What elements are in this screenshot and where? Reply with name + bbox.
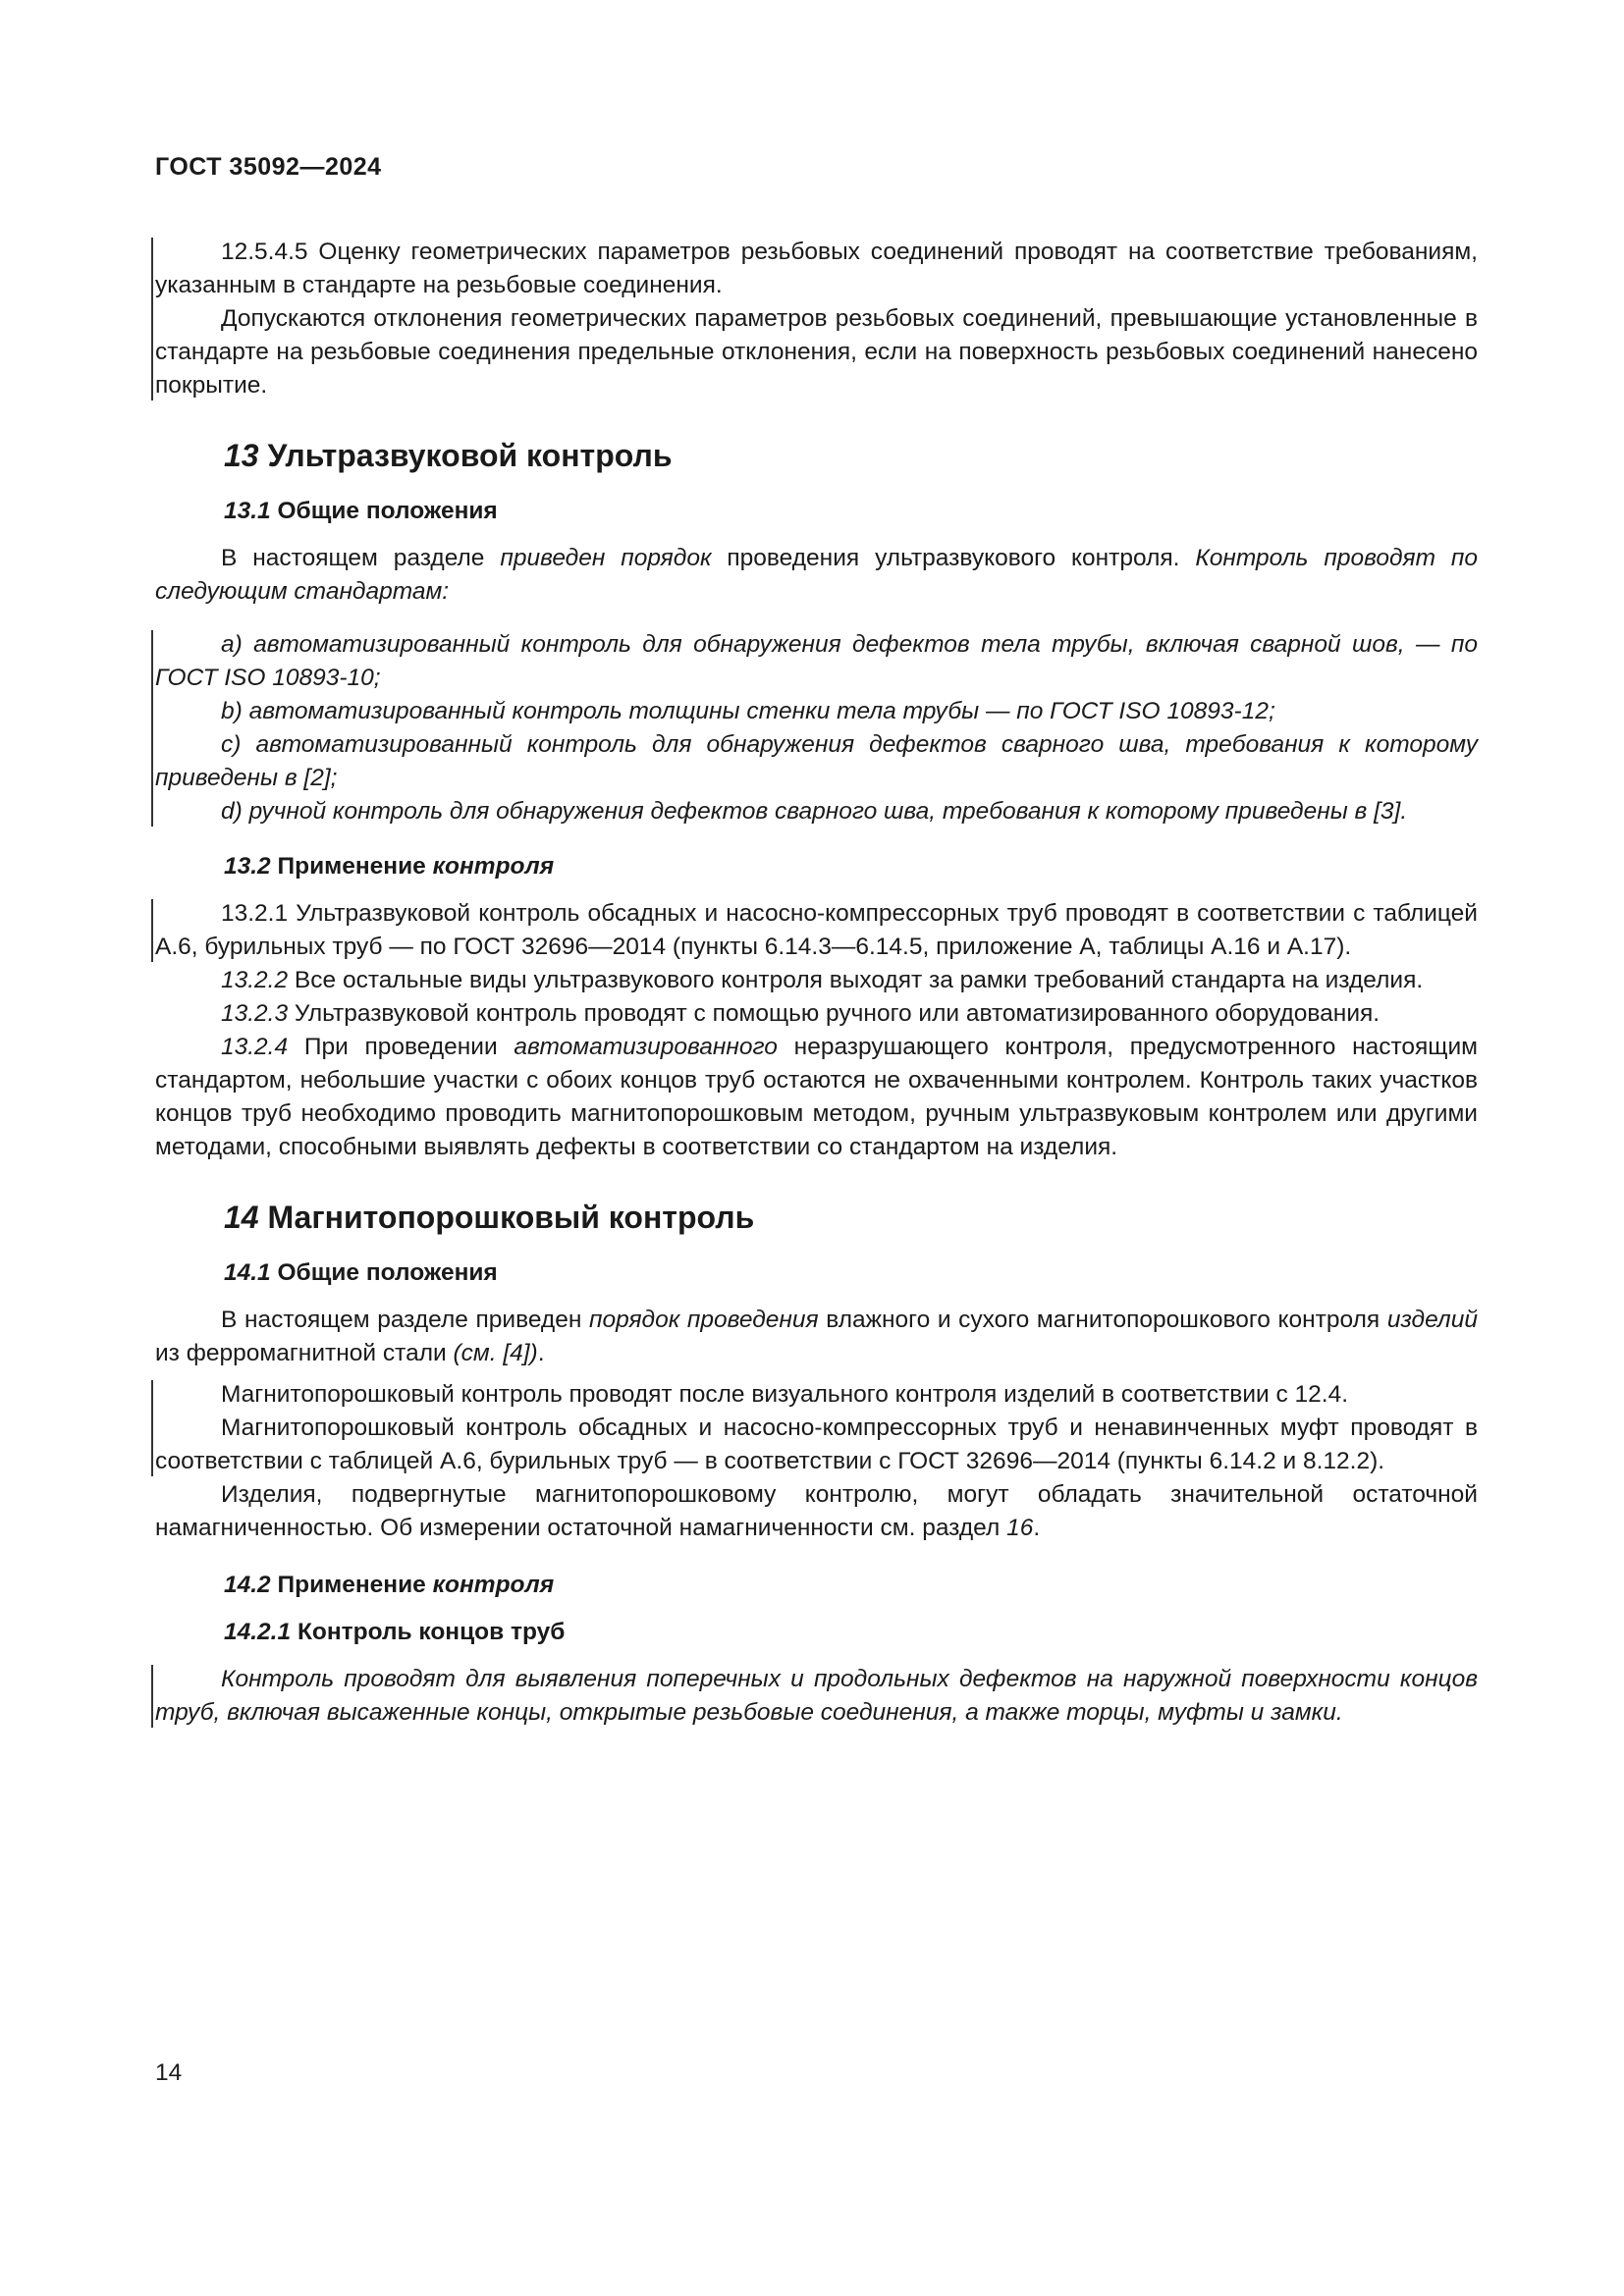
paragraph-13-1-intro: В настоящем разделе приведен порядок проведения ультразвукового контроля. Контроль проводят по следующим стандартам: xyxy=(155,545,1478,605)
revision-block-12545 xyxy=(155,236,1478,402)
section-number: 13 xyxy=(224,438,259,473)
paragraph-13-2-2: 13.2.2 Все остальные виды ультразвукового контроля выходят за рамки требований стандарта на изделия. xyxy=(221,967,1424,993)
list-item: b) автоматизированный контроль толщины стенки тела трубы — по ГОСТ ISO 10893-12; xyxy=(221,698,1275,724)
paragraph-deviations: Допускаются отклонения геометрических параметров резьбовых соединений, превышающие установленные в стандарте на резьбовые соединения предельные отклонения, если на поверхность резьбовых соединений нанесено покрытие. xyxy=(155,305,1478,399)
list-item: c) автоматизированный контроль для обнаружения дефектов сварного шва, требования к которому приведены в [2]; xyxy=(155,731,1478,791)
paragraph-casing-tubing: Магнитопорошковый контроль обсадных и насосно-компрессорных труб и ненавинченных муфт проводят в соответствии с таблицей А.6, бурильных труб — в соответствии с ГОСТ 32696—2014 (пункты 6.14.2 и 8.12.2). xyxy=(155,1415,1478,1474)
subsection-13-1-heading xyxy=(224,495,1478,528)
list-item: a) автоматизированный контроль для обнаружения дефектов тела трубы, включая сварной шов, — по ГОСТ ISO 10893-10; xyxy=(155,631,1478,691)
list-item: d) ручной контроль для обнаружения дефектов сварного шва, требования к которому приведены в [3]. xyxy=(221,798,1408,825)
subsection-14-2-1-heading: 14.2.1 Контроль концов труб xyxy=(224,1619,566,1645)
paragraph-residual-magnetization: Изделия, подвергнутые магнитопорошковому контролю, могут обладать значительной остаточной намагниченностью. Об измерении остаточной намагниченности см. раздел 16. xyxy=(155,1481,1478,1541)
document-header: ГОСТ 35092—2024 xyxy=(155,153,382,181)
revision-block-14-2-1 xyxy=(155,1663,1478,1730)
revision-block-13-2-1 xyxy=(155,897,1478,964)
subsection-13-2-heading: 13.2 Применение контроля xyxy=(224,853,555,880)
paragraph-after-visual: Магнитопорошковый контроль проводят после визуального контроля изделий в соответствии с 12.4. xyxy=(221,1381,1349,1408)
subsection-title: Общие положения xyxy=(277,498,498,524)
section-14-heading: 14 Магнитопорошковый контроль xyxy=(224,1200,755,1235)
subsection-14-2-heading: 14.2 Применение контроля xyxy=(224,1572,555,1598)
paragraph-13-2-4: 13.2.4 При проведении автоматизированного неразрушающего контроля, предусмотренного настоящим стандартом, небольшие участки с обоих концов труб остаются не охваченными контролем. Контроль таких участков концов труб необходимо проводить магнитопорошковым методом, ручным ультразвуковым контролем или другими методами, способными выявлять дефекты в соответствии со стандартом на изделия. xyxy=(155,1034,1478,1160)
subsection-14-1-heading: 14.1 Общие положения xyxy=(224,1259,498,1286)
section-13-heading xyxy=(224,436,1478,475)
paragraph-13-2-1: 13.2.1 Ультразвуковой контроль обсадных и насосно-компрессорных труб проводят в соответствии с таблицей А.6, бурильных труб — по ГОСТ 32696—2014 (пункты 6.14.3—6.14.5, приложение А, таблицы А.16 и А.17). xyxy=(155,900,1478,960)
revision-block-14-1 xyxy=(155,1378,1478,1478)
subsection-number: 13.1 xyxy=(224,498,271,524)
paragraph-14-2-1: Контроль проводят для выявления поперечных и продольных дефектов на наружной поверхности концов труб, включая высаженные концы, открытые резьбовые соединения, а также торцы, муфты и замки. xyxy=(155,1666,1478,1726)
paragraph-12-5-4-5: 12.5.4.5 Оценку геометрических параметров резьбовых соединений проводят на соответствие требованиям, указанным в стандарте на резьбовые соединения. xyxy=(155,239,1478,298)
page-content xyxy=(155,236,1478,1730)
page-number: 14 xyxy=(155,2059,183,2086)
paragraph-14-1-intro: В настоящем разделе приведен порядок проведения влажного и сухого магнитопорошкового контроля изделий из ферромагнитной стали (см. [4]). xyxy=(155,1307,1478,1366)
standards-list xyxy=(155,628,1478,828)
paragraph-13-2-3: 13.2.3 Ультразвуковой контроль проводят с помощью ручного или автоматизированного оборудования. xyxy=(221,1000,1380,1027)
section-title: Ультразвуковой контроль xyxy=(267,438,673,473)
